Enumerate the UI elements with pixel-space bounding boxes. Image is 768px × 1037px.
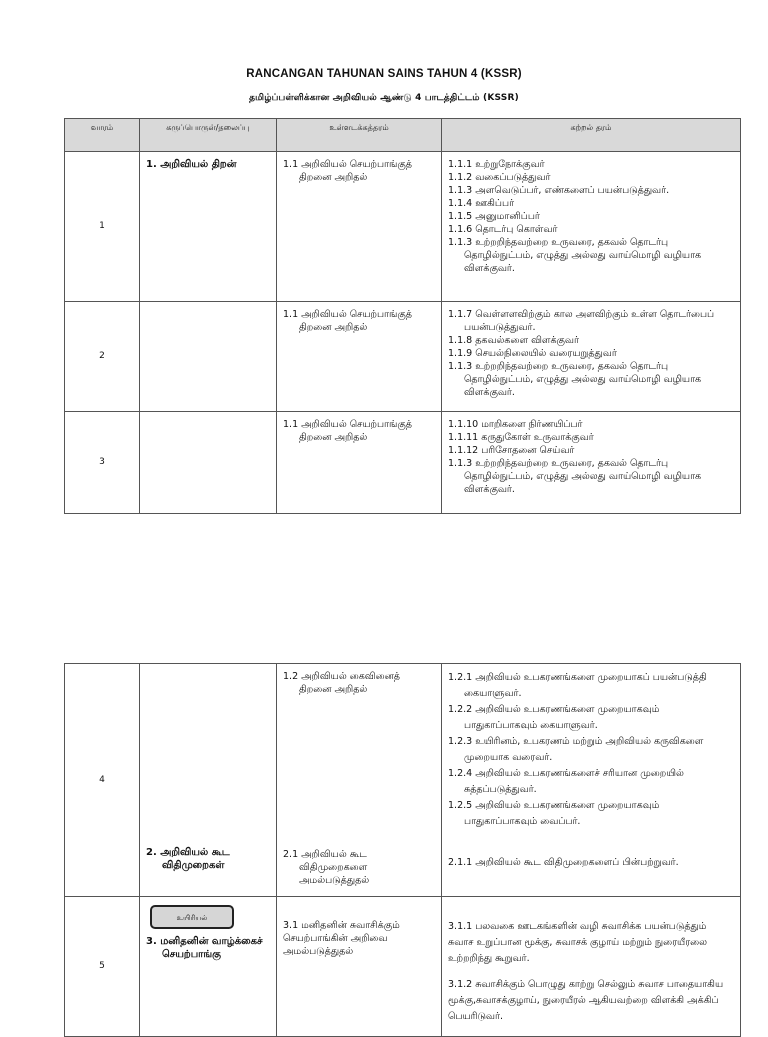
week-cell: 3 bbox=[65, 412, 140, 514]
learning-item: 1.2.2 அறிவியல் உபகரணங்களை முறையாகவும் பாதுகாப்பாகவும் கையாளுவர். bbox=[448, 704, 660, 731]
header-content-standard: உள்ளடக்கத்தரம் bbox=[277, 119, 442, 152]
week-cell: 5 bbox=[65, 897, 140, 1037]
learning-item: 2.1.1 அறிவியல் கூட விதிமுறைகளைப் பின்பற்றுவர். bbox=[448, 857, 679, 868]
learning-item: 1.2.5 அறிவியல் உபகரணங்களை முறையாகவும் பாதுகாப்பாகவும் வைப்பர். bbox=[448, 800, 660, 827]
learning-item: 1.2.4 அறிவியல் உபகரணங்களைச் சரியான முறையில் சுத்தப்படுத்துவர். bbox=[448, 768, 684, 795]
table-header-row bbox=[65, 119, 741, 152]
content-text: 3.1 மனிதனின் சுவாசிக்கும் செயற்பாங்கின் அறிவை அமல்படுத்துதல் bbox=[283, 920, 400, 957]
table-row bbox=[65, 664, 741, 897]
topic-cell bbox=[140, 302, 277, 412]
header-week: வாரம் bbox=[65, 119, 140, 152]
header-theme: கருப்பொருள்/தலைப்பு bbox=[140, 119, 277, 152]
learning-item: 1.1.10 மாறிகளை நிர்ணயிப்பர் bbox=[448, 419, 583, 430]
learning-item: 1.1.8 தகவல்களை விளக்குவர் bbox=[448, 335, 579, 346]
topic-text: 2. அறிவியல் கூட விதிமுறைகள் bbox=[146, 847, 230, 871]
week-cell: 2 bbox=[65, 302, 140, 412]
topic-cell bbox=[140, 152, 277, 302]
document-title: RANCANGAN TAHUNAN SAINS TAHUN 4 (KSSR) bbox=[246, 68, 522, 80]
learning-standard-cell bbox=[442, 412, 741, 514]
topic-cell bbox=[140, 664, 277, 897]
learning-item: 1.1.1 உற்றுநோக்குவர் bbox=[448, 159, 545, 170]
learning-standard-cell bbox=[442, 152, 741, 302]
learning-item: 1.1.11 கருதுகோள் உருவாக்குவர் bbox=[448, 432, 594, 443]
learning-item: 1.1.3 உற்றறிந்தவற்றை உருவரை, தகவல் தொடர்பு தொழில்நுட்பம், எழுத்து அல்லது வாய்மொழி வழியாக விளக்குவர். bbox=[448, 458, 702, 495]
learning-item: 1.1.12 பரிசோதனை செய்வர் bbox=[448, 445, 575, 456]
learning-item: 1.1.7 வெள்ளளவிற்கும் கால அளவிற்கும் உள்ள தொடர்பைப் பயன்படுத்துவர். bbox=[448, 309, 715, 333]
topic-cell bbox=[140, 897, 277, 1037]
topic-cell bbox=[140, 412, 277, 514]
content-text: 1.1 அறிவியல் செயற்பாங்குத் திறனை அறிதல் bbox=[283, 309, 412, 333]
learning-item: 1.1.2 வகைப்படுத்துவர் bbox=[448, 172, 551, 183]
content-text: 2.1 அறிவியல் கூட விதிமுறைகளை அமல்படுத்துதல் bbox=[283, 849, 370, 886]
content-text: 1.1 அறிவியல் செயற்பாங்குத் திறனை அறிதல் bbox=[283, 159, 412, 183]
topic-text: 3. மனிதனின் வாழ்க்கைச் செயற்பாங்கு bbox=[146, 936, 263, 960]
week-cell: 1 bbox=[65, 152, 140, 302]
content-text: 1.2 அறிவியல் கைவினைத் திறனை அறிதல் bbox=[283, 671, 400, 695]
learning-item: 1.1.4 ஊகிப்பர் bbox=[448, 198, 515, 209]
learning-item: 3.1.2 சுவாசிக்கும் பொழுது காற்று செல்லும் சுவாச பாதையாகிய மூக்கு,சுவாசக்குழாய், நுரையீரல் ஆகியவற்றை விளக்கி அக்கிப் பெயரிடுவர். bbox=[448, 979, 724, 1022]
learning-item: 1.1.3 அளவெடுப்பர், எண்களைப் பயன்படுத்துவர். bbox=[448, 185, 670, 196]
learning-item: 1.2.1 அறிவியல் உபகரணங்களை முறையாகப் பயன்படுத்தி கையாளுவர். bbox=[448, 672, 707, 699]
learning-item: 1.1.3 உற்றறிந்தவற்றை உருவரை, தகவல் தொடர்பு தொழில்நுட்பம், எழுத்து அல்லது வாய்மொழி வழியாக விளக்குவர். bbox=[448, 237, 702, 274]
content-standard-cell bbox=[277, 664, 442, 897]
learning-item: 1.1.3 உற்றறிந்தவற்றை உருவரை, தகவல் தொடர்பு தொழில்நுட்பம், எழுத்து அல்லது வாய்மொழி வழியாக விளக்குவர். bbox=[448, 361, 702, 398]
content-standard-cell bbox=[277, 152, 442, 302]
content-standard-cell bbox=[277, 412, 442, 514]
learning-item: 1.2.3 உயிரினம், உபகரணம் மற்றும் அறிவியல் கருவிகளை முறையாக வரைவர். bbox=[448, 736, 704, 763]
content-standard-cell bbox=[277, 897, 442, 1037]
topic-text: 1. அறிவியல் திறன் bbox=[146, 159, 237, 170]
learning-standard-cell bbox=[442, 897, 741, 1037]
week-cell: 4 bbox=[65, 664, 140, 897]
learning-item: 1.1.6 தொடர்பு கொள்வர் bbox=[448, 224, 558, 235]
document-subtitle: தமிழ்ப்பள்ளிக்கான அறிவியல் ஆண்டு 4 பாடத்திட்டம் (KSSR) bbox=[249, 93, 519, 103]
header-learning-standard: கற்றல் தரம் bbox=[442, 119, 741, 152]
strand-badge: உயிரியல் bbox=[150, 905, 234, 929]
learning-standard-cell bbox=[442, 302, 741, 412]
table-row bbox=[65, 302, 741, 412]
table-row bbox=[65, 897, 741, 1037]
learning-item: 1.1.5 அனுமானிப்பர் bbox=[448, 211, 540, 222]
table-row bbox=[65, 412, 741, 514]
learning-item: 3.1.1 பலவகை ஊடகங்களின் வழி சுவாசிக்க பயன்படுத்தும் சுவாச உறுப்பான மூக்கு, சுவாசக் குழாய் மற்றும் நுரையீரலை உற்றறிந்து கூறுவர். bbox=[448, 921, 707, 964]
plan-table-1 bbox=[64, 118, 741, 514]
content-text: 1.1 அறிவியல் செயற்பாங்குத் திறனை அறிதல் bbox=[283, 419, 412, 443]
content-standard-cell bbox=[277, 302, 442, 412]
plan-table-2 bbox=[64, 663, 741, 1037]
table-row bbox=[65, 152, 741, 302]
learning-item: 1.1.9 செயல்நிலையில் வரையறுத்துவர் bbox=[448, 348, 617, 359]
learning-standard-cell bbox=[442, 664, 741, 897]
